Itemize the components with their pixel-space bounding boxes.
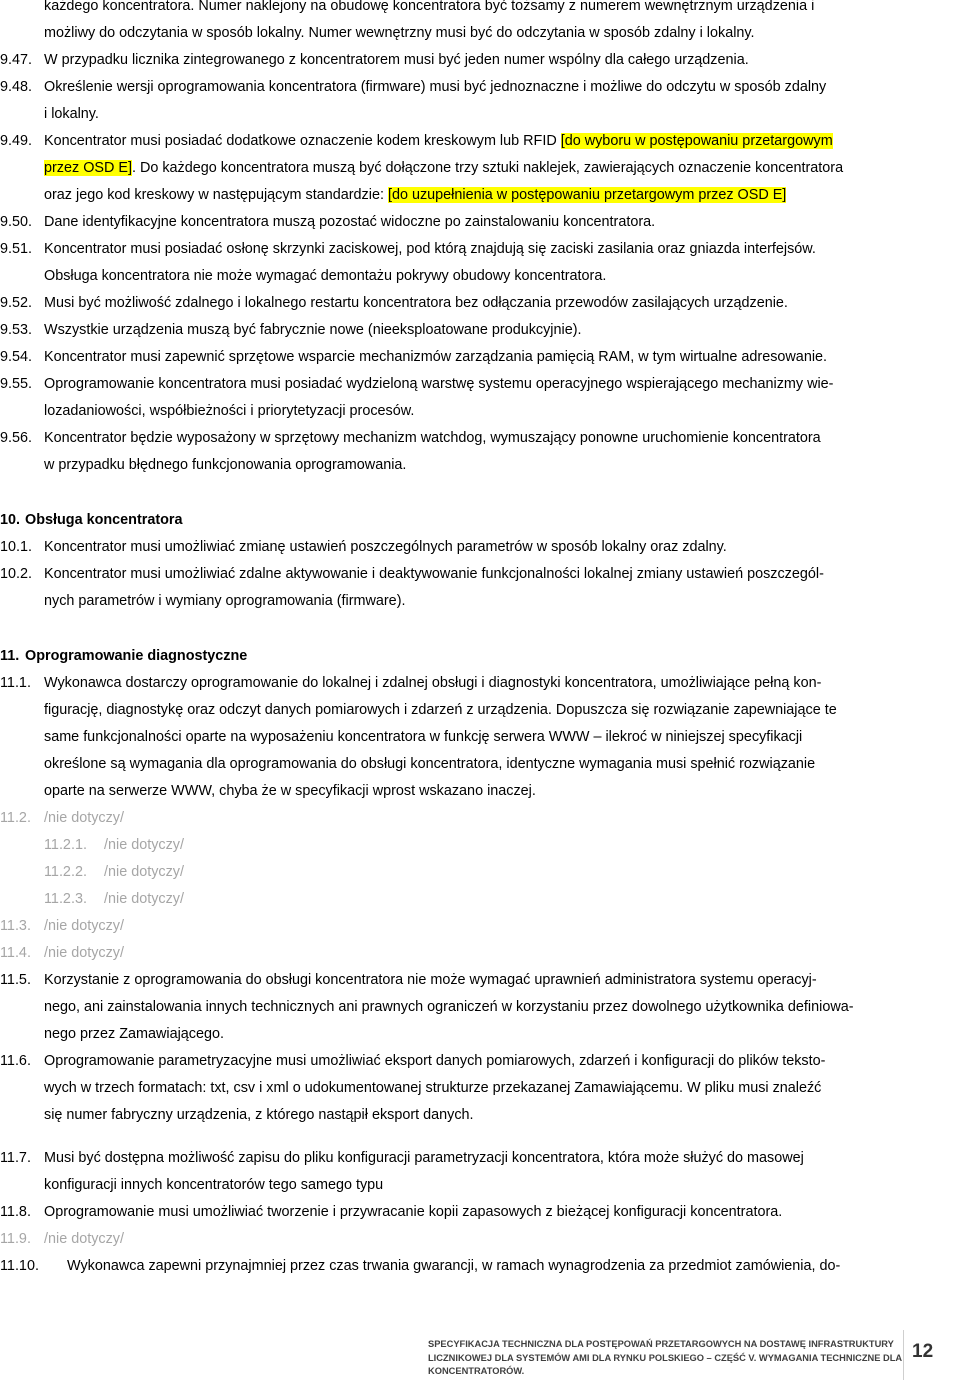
page-footer xyxy=(428,1338,903,1379)
section-text: Obsługa koncentratora nie może wymagać demontażu pokrywy obudowy koncentratora. xyxy=(44,268,607,284)
section-number: 9.49. xyxy=(0,133,33,149)
section-text: /nie dotyczy/ xyxy=(44,810,124,826)
heading-title: Obsługa koncentratora xyxy=(25,512,183,528)
footer-line: KONCENTRATORÓW. xyxy=(428,1366,525,1376)
text-line: każdego koncentratora. Numer naklejony na obudowę koncentratora być tożsamy z numerem wewnętrznym urządzenia i xyxy=(44,0,815,14)
section-number: 11.5. xyxy=(0,972,31,988)
section-text: oparte na serwerze WWW, chyba że w specyfikacji wprost wskazano inaczej. xyxy=(44,783,536,799)
section-number: 9.55. xyxy=(0,376,33,392)
section-text: lozadaniowości, współbieżności i priorytetyzacji procesów. xyxy=(44,403,415,419)
section-number: 11.6. xyxy=(0,1053,31,1069)
section-text: /nie dotyczy/ xyxy=(104,864,184,880)
section-9-53 xyxy=(0,317,960,344)
section-text: Koncentrator musi umożliwiać zmianę ustawień poszczególnych parametrów w sposób lokalny oraz zdalny. xyxy=(44,539,727,555)
section-10-1 xyxy=(0,534,960,561)
section-text: nego przez Zamawiającego. xyxy=(44,1026,224,1042)
section-text: oraz jego kod kreskowy w następującym standardzie: xyxy=(44,187,388,203)
section-text: Koncentrator musi zapewnić sprzętowe wsparcie mechanizmów zarządzania pamięcią RAM, w tym wirtualne adresowanie. xyxy=(44,349,828,365)
section-text: Musi być możliwość zdalnego i lokalnego restartu koncentratora bez odłączania przewodów zasilających urządzenie. xyxy=(44,295,788,311)
section-text: się numer fabryczny urządzenia, z którego nastąpił eksport danych. xyxy=(44,1107,474,1123)
section-11-1 xyxy=(0,670,960,805)
section-number: 9.48. xyxy=(0,79,33,95)
subsection-number: 11.2.2. xyxy=(44,864,87,880)
page-number: 12 xyxy=(912,1341,934,1362)
section-11-8 xyxy=(0,1199,960,1226)
section-text: Koncentrator musi umożliwiać zdalne aktywowanie i deaktywowanie funkcjonalności lokalnej zmiany ustawień poszczegól- xyxy=(44,566,824,582)
section-9-50 xyxy=(0,209,960,236)
section-number: 9.50. xyxy=(0,214,33,230)
section-text: Oprogramowanie musi umożliwiać tworzenie i przywracanie kopii zapasowych z bieżącej konfiguracji koncentratora. xyxy=(44,1204,783,1220)
section-9-48 xyxy=(0,74,960,128)
section-9-49 xyxy=(0,128,960,209)
section-11-10 xyxy=(0,1253,960,1280)
section-number: 9.53. xyxy=(0,322,33,338)
section-text: /nie dotyczy/ xyxy=(104,837,184,853)
section-text: /nie dotyczy/ xyxy=(104,891,184,907)
section-text: Dane identyfikacyjne koncentratora muszą pozostać widoczne po zainstalowaniu koncentratora. xyxy=(44,214,656,230)
section-text: konfiguracji innych koncentratorów tego samego typu xyxy=(44,1177,384,1193)
section-number: 9.56. xyxy=(0,430,33,446)
section-text: określone są wymagania dla oprogramowania do obsługi koncentratora, identyczne wymagania musi spełnić rozwiązanie xyxy=(44,756,816,772)
footer-line: LICZNIKOWEJ DLA SYSTEMÓW AMI DLA RYNKU POLSKIEGO – CZĘŚĆ V. WYMAGANIA TECHNICZNE DLA xyxy=(428,1352,903,1363)
section-9-51 xyxy=(0,236,960,290)
section-text: . Do każdego koncentratora muszą być dołączone trzy sztuki naklejek, zawierających oznaczenie koncentratora xyxy=(131,160,844,176)
section-text: i lokalny. xyxy=(44,106,99,122)
heading-title: Oprogramowanie diagnostyczne xyxy=(25,648,248,664)
text-line: możliwy do odczytania w sposób lokalny. Numer wewnętrzny musi być do odczytania w sposób zdalny i lokalny. xyxy=(44,25,755,41)
section-text: Określenie wersji oprogramowania koncentratora (firmware) musi być jednoznaczne i możliwe do odczytu w sposób zdalny xyxy=(44,79,827,95)
section-number: 11.8. xyxy=(0,1204,31,1220)
section-text: Musi być dostępna możliwość zapisu do pliku konfiguracji parametryzacji koncentratora, która może służyć do masowej xyxy=(44,1150,804,1166)
section-number: 10.1. xyxy=(0,539,33,555)
section-10-2 xyxy=(0,561,960,615)
footer-line: SPECYFIKACJA TECHNICZNA DLA POSTĘPOWAŃ PRZETARGOWYCH NA DOSTAWĘ INFRASTRUKTURY xyxy=(428,1339,894,1349)
section-number: 11.10. xyxy=(0,1258,39,1274)
section-9-55 xyxy=(0,371,960,425)
section-9-56 xyxy=(0,425,960,479)
section-number: 10.2. xyxy=(0,566,33,582)
heading-number: 10. xyxy=(0,512,21,528)
subsection-number: 11.2.1. xyxy=(44,837,87,853)
section-number: 9.54. xyxy=(0,349,33,365)
section-number: 11.1. xyxy=(0,675,31,691)
section-text: Oprogramowanie parametryzacyjne musi umożliwiać eksport danych pomiarowych, zdarzeń i konfiguracji do plików teksto- xyxy=(44,1053,826,1069)
section-number: 11.7. xyxy=(0,1150,31,1166)
section-11-6 xyxy=(0,1048,960,1129)
section-text: /nie dotyczy/ xyxy=(44,918,124,934)
section-number: 11.4. xyxy=(0,945,31,961)
section-text: /nie dotyczy/ xyxy=(44,1231,124,1247)
section-9-54 xyxy=(0,344,960,371)
section-text: Wykonawca zapewni przynajmniej przez czas trwania gwarancji, w ramach wynagrodzenia za przedmiot zamówienia, do- xyxy=(67,1258,841,1274)
section-text: Koncentrator musi posiadać osłonę skrzynki zaciskowej, pod którą znajdują się zaciski zasilania oraz gniazda interfejsów. xyxy=(44,241,816,257)
section-number: 11.3. xyxy=(0,918,31,934)
section-text: nych parametrów i wymiany oprogramowania (firmware). xyxy=(44,593,406,609)
section-text: w przypadku błędnego funkcjonowania oprogramowania. xyxy=(44,457,407,473)
section-11-2 xyxy=(0,805,960,967)
section-number: 11.2. xyxy=(0,810,31,826)
section-11-9 xyxy=(0,1226,960,1253)
highlighted-placeholder: przez OSD E] xyxy=(44,160,132,176)
heading-number: 11. xyxy=(0,648,20,664)
subsection-number: 11.2.3. xyxy=(44,891,87,907)
section-text: wych w trzech formatach: txt, csv i xml o udokumentowanej strukturze przekazanej Zamawiającemu. W pliku musi znaleźć xyxy=(44,1080,822,1096)
section-text: figurację, diagnostykę oraz odczyt danych pomiarowych i zdarzeń z urządzenia. Dopuszcza się rozwiązanie zapewniające te xyxy=(44,702,837,718)
section-text: Wykonawca dostarczy oprogramowanie do lokalnej i zdalnej obsługi i diagnostyki koncentratora, umożliwiające pełną kon- xyxy=(44,675,822,691)
section-11-7 xyxy=(0,1145,960,1199)
highlighted-placeholder: [do wyboru w postępowaniu przetargowym xyxy=(560,133,833,149)
section-9-52 xyxy=(0,290,960,317)
section-text: W przypadku licznika zintegrowanego z koncentratorem musi być jeden numer wspólny dla całego urządzenia. xyxy=(44,52,749,68)
section-number: 9.52. xyxy=(0,295,33,311)
heading-11 xyxy=(0,643,960,670)
section-11-5 xyxy=(0,967,960,1048)
paragraph-continuation xyxy=(0,0,960,47)
footer-divider xyxy=(903,1330,904,1380)
section-text: Korzystanie z oprogramowania do obsługi koncentratora nie może wymagać uprawnień administratora systemu operacyj- xyxy=(44,972,817,988)
section-text: /nie dotyczy/ xyxy=(44,945,124,961)
section-text: nego, ani zainstalowania innych technicznych ani prawnych ograniczeń w korzystaniu przez dowolnego użytkownika definiowa- xyxy=(44,999,854,1015)
section-number: 11.9. xyxy=(0,1231,31,1247)
section-text: Koncentrator będzie wyposażony w sprzętowy mechanizm watchdog, wymuszający ponowne uruchomienie koncentratora xyxy=(44,430,821,446)
section-text: Oprogramowanie koncentratora musi posiadać wydzieloną warstwę systemu operacyjnego wspierającego mechanizmy wie- xyxy=(44,376,834,392)
section-text: Koncentrator musi posiadać dodatkowe oznaczenie kodem kreskowym lub RFID xyxy=(44,133,561,149)
section-9-47 xyxy=(0,47,960,74)
highlighted-placeholder: [do uzupełnienia w postępowaniu przetargowym przez OSD E] xyxy=(387,187,787,203)
section-number: 9.51. xyxy=(0,241,33,257)
section-number: 9.47. xyxy=(0,52,33,68)
heading-10 xyxy=(0,507,960,534)
section-text: same funkcjonalności oparte na wyposażeniu koncentratora w funkcję serwera WWW – ilekroć w niniejszej specyfikacji xyxy=(44,729,803,745)
section-text: Wszystkie urządzenia muszą być fabrycznie nowe (nieeksploatowane produkcyjnie). xyxy=(44,322,582,338)
